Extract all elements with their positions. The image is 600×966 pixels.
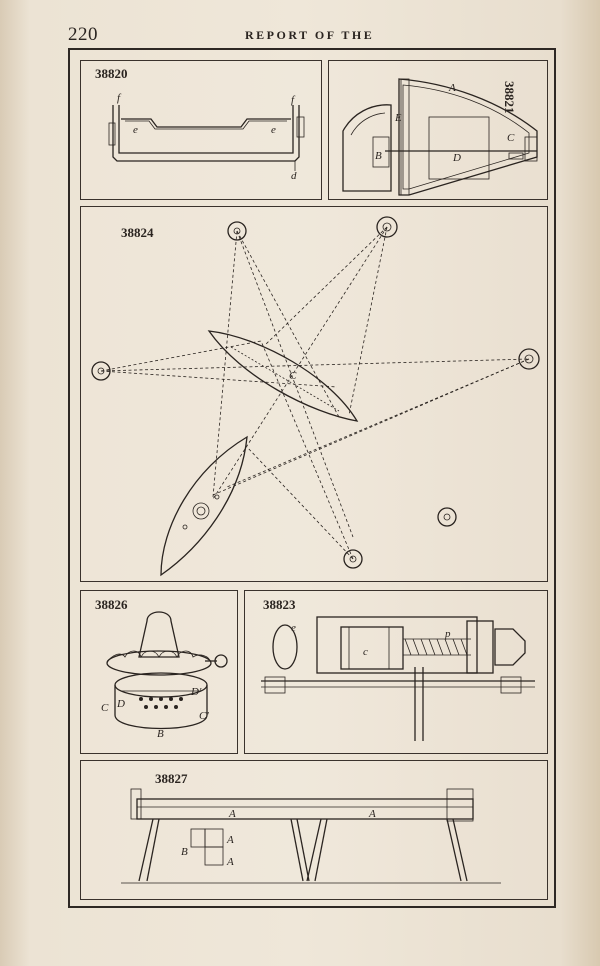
label-a-right: A — [369, 808, 376, 820]
figure-38820-drawing — [81, 61, 323, 201]
figure-38823-panel — [244, 590, 548, 754]
label-b: B — [375, 150, 382, 162]
label-p: p — [445, 628, 451, 640]
label-a: A — [449, 82, 456, 94]
label-a-left: A — [229, 808, 236, 820]
label-f-left: f — [117, 92, 121, 104]
label-b: B — [181, 846, 188, 858]
label-c: C — [507, 132, 515, 144]
label-e: E — [395, 112, 402, 124]
label-c-prime: C' — [199, 710, 209, 722]
label-d: D — [453, 152, 461, 164]
label-d: d — [291, 170, 297, 182]
figure-38821-number: 38821 — [502, 81, 517, 114]
figure-38821-panel — [328, 60, 548, 200]
label-a-block-top: A — [227, 834, 234, 846]
figure-38824-drawing — [81, 207, 549, 583]
label-c: c — [363, 646, 368, 658]
figure-38826-panel — [80, 590, 238, 754]
figure-38823-drawing — [245, 591, 549, 755]
figure-38827-drawing — [81, 761, 549, 901]
label-f-right: f — [291, 94, 295, 106]
figure-38824-panel — [80, 206, 548, 582]
figure-38820-number: 38820 — [95, 66, 128, 81]
pulley-lower-right — [438, 508, 456, 526]
label-b: B — [157, 728, 164, 740]
label-c: C — [289, 370, 297, 382]
running-head: REPORT OF THE — [245, 28, 375, 42]
dashed-construction-lines — [101, 227, 529, 559]
label-e-right: e — [271, 124, 276, 136]
label-a-block-bottom: A — [227, 856, 234, 868]
page-number: 220 — [68, 24, 98, 45]
label-c: C — [101, 702, 109, 714]
label-d-prime: D' — [191, 686, 202, 698]
label-e-left: e — [133, 124, 138, 136]
figure-38820-panel — [80, 60, 322, 200]
figure-38823-number: 38823 — [263, 597, 296, 612]
figure-38821-drawing — [329, 61, 549, 201]
figure-38824-number: 38824 — [121, 225, 154, 240]
figure-plate — [68, 48, 556, 908]
figure-38826-number: 38826 — [95, 597, 128, 612]
figure-38827-number: 38827 — [155, 771, 188, 786]
shuttle-c — [209, 331, 357, 421]
figure-38826-drawing — [81, 591, 239, 755]
figure-38827-panel — [80, 760, 548, 900]
shuttle-lower — [161, 437, 247, 575]
label-d: D — [117, 698, 125, 710]
label-e: e — [291, 622, 296, 634]
